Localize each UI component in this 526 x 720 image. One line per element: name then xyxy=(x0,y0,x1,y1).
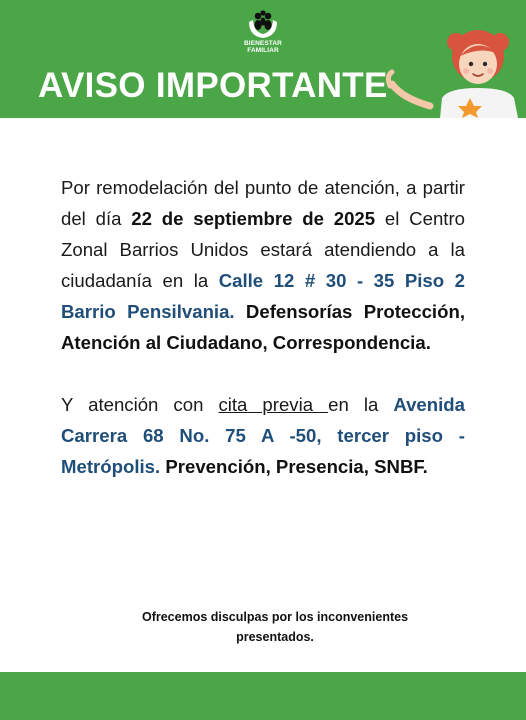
header-banner xyxy=(0,0,526,118)
p2-appointment-link: cita previa xyxy=(218,394,329,415)
apology-footnote: Ofrecemos disculpas por los inconvenientes presentados. xyxy=(141,610,409,644)
page-title: AVISO IMPORTANTE xyxy=(38,66,388,105)
p2-services: Prevención, Presencia, SNBF. xyxy=(160,456,428,477)
footer-banner xyxy=(0,672,526,720)
p1-address: Calle 12 # 30 - 35 Piso 2 Barrio Pensilvania. xyxy=(61,270,465,322)
girl-illustration-icon xyxy=(382,26,526,118)
p2-intro-text: Y atención con xyxy=(61,394,219,415)
p1-services: Defensorías Protección, Atención al Ciudadano, Correspondencia. xyxy=(61,301,465,353)
p2-middle-text: en la xyxy=(328,394,394,415)
p1-middle-text: el Centro Zonal Barrios Unidos estará atendiendo a la ciudadanía en la xyxy=(61,208,465,291)
paragraph-appointment xyxy=(61,389,465,482)
logo-text-line2: FAMILIAR xyxy=(247,47,279,54)
p1-date: 22 de septiembre de 2025 xyxy=(131,208,376,229)
paragraph-relocation xyxy=(61,172,465,358)
bienestar-familiar-logo-icon xyxy=(246,8,280,40)
notice-body xyxy=(61,172,465,482)
p2-address: Avenida Carrera 68 No. 75 A -50, tercer piso - Metrópolis. xyxy=(61,394,465,477)
logo-text-line1: BIENESTAR xyxy=(244,40,282,47)
bienestar-familiar-logo xyxy=(238,8,288,60)
p1-intro-text: Por remodelación del punto de atención, a partir del día xyxy=(61,177,465,229)
